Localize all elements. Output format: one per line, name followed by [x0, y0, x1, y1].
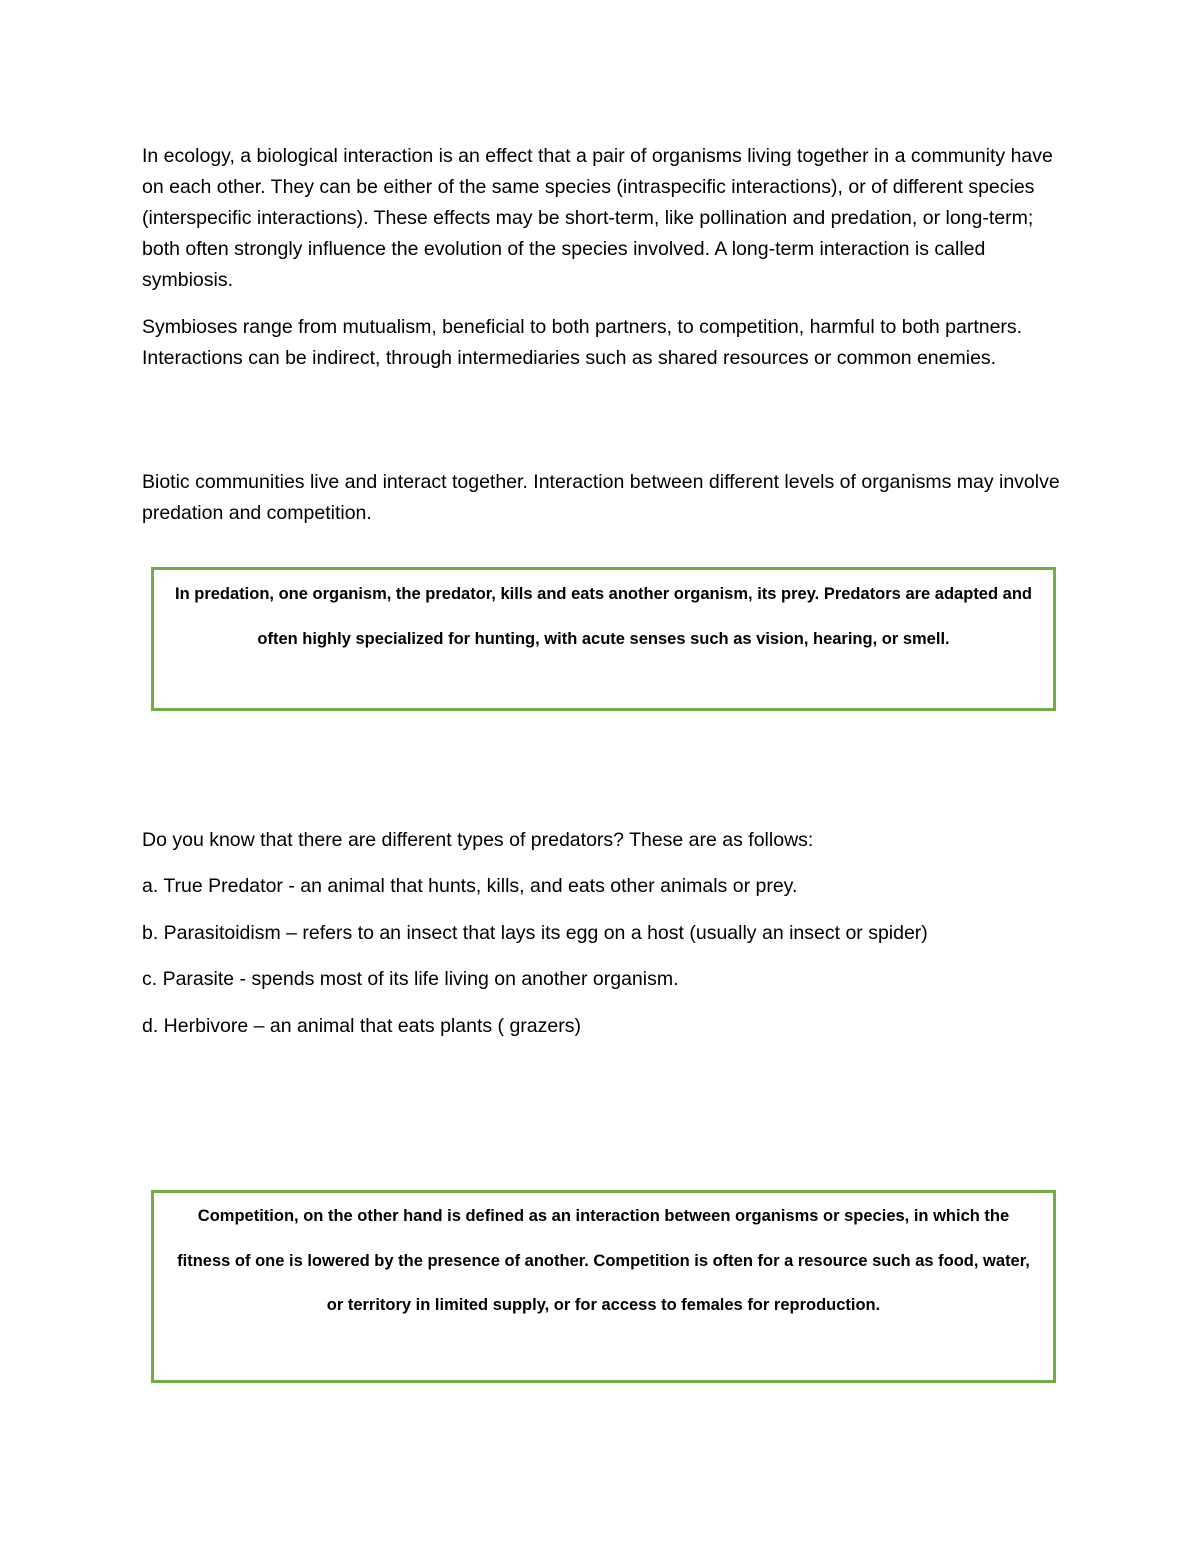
predation-callout-box [151, 567, 1056, 711]
paragraph-predator-types-intro: Do you know that there are different types of predators? These are as follows: [142, 829, 814, 851]
competition-callout-box [151, 1190, 1056, 1383]
paragraph-biological-interaction: In ecology, a biological interaction is an effect that a pair of organisms living together in a community have on each other. They can be either of the same species (intraspecific interactions), or of different species (interspecific interactions). These effects may be short-term, like pollination and predation, or long-term; both often strongly influence the evolution of the species involved. A long-term interaction is called symbiosis. [142, 145, 1053, 291]
list-item: b. Parasitoidism – refers to an insect that lays its egg on a host (usually an insect or spider) [142, 921, 928, 944]
list-item: d. Herbivore – an animal that eats plants ( grazers) [142, 1014, 581, 1037]
paragraph-symbioses: Symbioses range from mutualism, beneficial to both partners, to competition, harmful to both partners. Interactions can be indirect, through intermediaries such as shared resources or common enemies. [142, 316, 1023, 369]
predation-callout-text: In predation, one organism, the predator, kills and eats another organism, its prey. Predators are adapted and often highly specialized for hunting, with acute senses such as vision, hearing, or smell. [175, 585, 1032, 648]
paragraph-biotic-communities: Biotic communities live and interact together. Interaction between different levels of organisms may involve predation and competition. [142, 471, 1060, 524]
list-item: c. Parasite - spends most of its life living on another organism. [142, 968, 679, 990]
predator-types-list [142, 871, 1062, 1057]
competition-callout-text: Competition, on the other hand is defined as an interaction between organisms or species, in which the fitness of one is lowered by the presence of another. Competition is often for a resource such as food, water, or territory in limited supply, or for access to females for reproduction. [177, 1207, 1030, 1314]
list-item: a. True Predator - an animal that hunts, kills, and eats other animals or prey. [142, 875, 798, 897]
